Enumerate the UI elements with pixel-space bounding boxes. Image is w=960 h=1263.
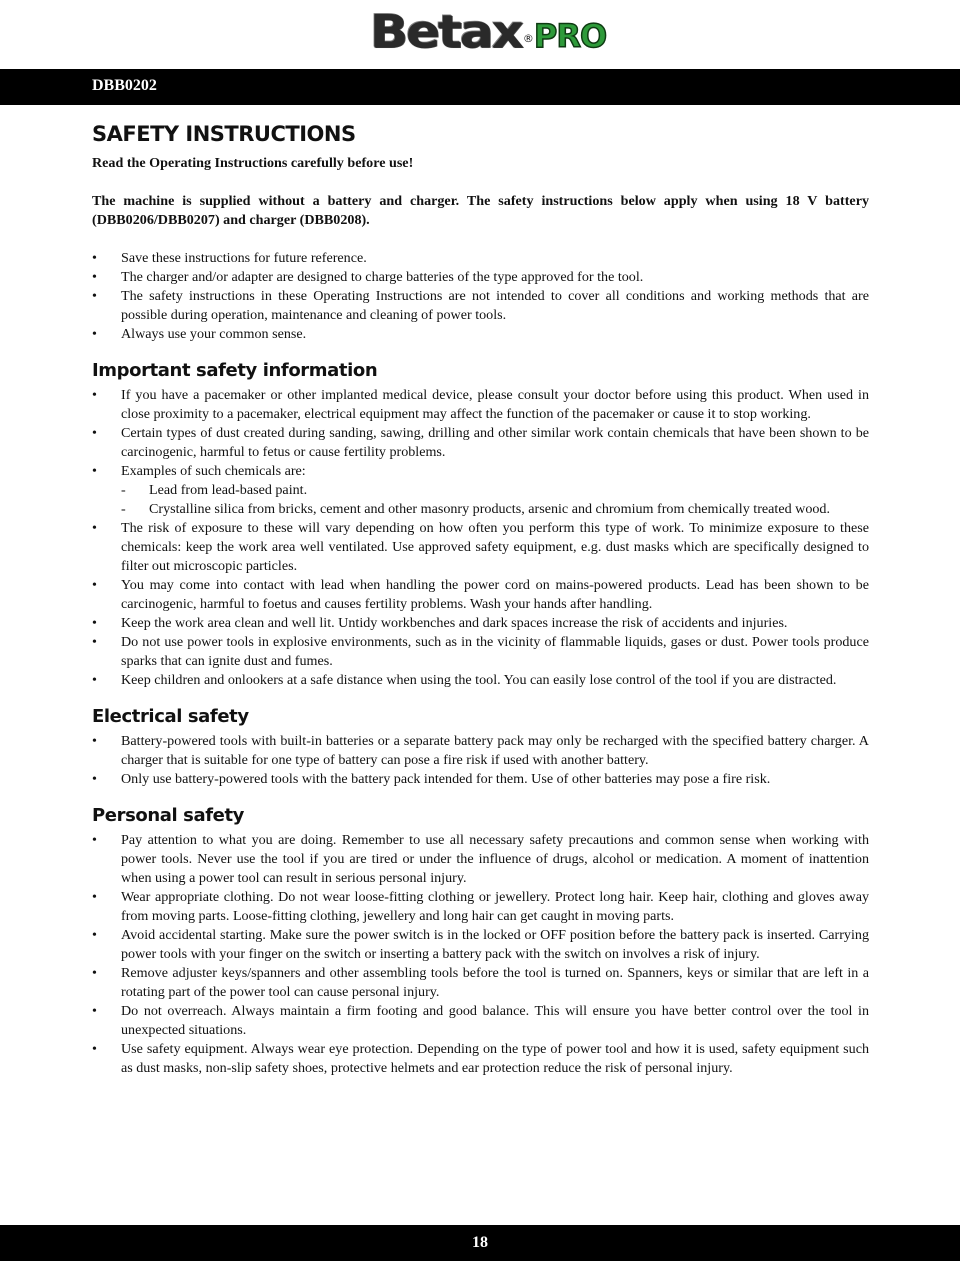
list-item [92, 462, 869, 519]
section-heading-important: Important safety information [92, 360, 378, 381]
logo-pro-text: PRO [533, 17, 607, 55]
list-item: • Save these instructions for future reference. [92, 249, 869, 268]
section-heading-electrical: Electrical safety [92, 706, 249, 727]
list-item: • Wear appropriate clothing. Do not wear loose-fitting clothing or jewellery. Protect long hair. Keep hair, clothing and gloves away from moving parts. Loose-fitting clothing, jewellery and long hair can get caught in moving parts. [92, 888, 869, 926]
list-item: • Remove adjuster keys/spanners and other assembling tools before the tool is turned on. Spanners, keys or similar that are left in a rotating part of the power tool can cause personal injury. [92, 964, 869, 1002]
list-item: • Always use your common sense. [92, 325, 869, 344]
list-item: • The charger and/or adapter are designed to charge batteries of the type approved for the tool. [92, 268, 869, 287]
important-list [92, 386, 869, 690]
sublist-item: - Crystalline silica from bricks, cement and other masonry products, arsenic and chromium from chemically treated wood. [121, 500, 869, 519]
list-item: • The safety instructions in these Operating Instructions are not intended to cover all conditions and working methods that are possible during operation, maintenance and cleaning of power tools. [92, 287, 869, 325]
logo-betax-text: Betax [370, 5, 522, 59]
list-item: • Keep the work area clean and well lit. Untidy workbenches and dark spaces increase the risk of accidents and injuries. [92, 614, 869, 633]
model-number: DBB0202 [92, 77, 157, 94]
intro-notice: Read the Operating Instructions carefully before use! [92, 155, 414, 171]
list-item-text: Examples of such chemicals are: [121, 463, 306, 479]
electrical-list [92, 732, 869, 789]
list-item: • You may come into contact with lead when handling the power cord on mains-powered products. Lead has been shown to be carcinogenic, harmful to foetus and causes fertility problems. Wash your hands after handling. [92, 576, 869, 614]
document-body [92, 118, 869, 1078]
sublist-item: - Lead from lead-based paint. [121, 481, 869, 500]
list-item: • Only use battery-powered tools with the battery pack intended for them. Use of other batteries may pose a fire risk. [92, 770, 869, 789]
general-list [92, 249, 869, 344]
list-item: • The risk of exposure to these will vary depending on how often you perform this type of work. To minimize exposure to these chemicals: keep the work area well ventilated. Use approved safety equipment, e.g. dust masks which are specifically designed to filter out microscopic particles. [92, 519, 869, 576]
supply-notice: The machine is supplied without a battery and charger. The safety instructions below apply when using 18 V battery (DBB0206/DBB0207) and charger (DBB0208). [92, 193, 869, 228]
logo-registered-mark: ® [522, 32, 534, 45]
list-item: • Use safety equipment. Always wear eye protection. Depending on the type of power tool and how it is used, safety equipment such as dust masks, non-slip safety shoes, protective helmets and ear protection reduce the risk of personal injury. [92, 1040, 869, 1078]
list-item: • Keep children and onlookers at a safe distance when using the tool. You can easily lose control of the tool if you are distracted. [92, 671, 869, 690]
list-item: • Battery-powered tools with built-in batteries or a separate battery pack may only be recharged with the specified battery charger. A charger that is suitable for one type of battery can pose a fire risk if used with another battery. [92, 732, 869, 770]
list-item: • If you have a pacemaker or other implanted medical device, please consult your doctor before using this product. When used in close proximity to a pacemaker, electrical equipment may affect the function of the pacemaker or cause it to stop working. [92, 386, 869, 424]
personal-list [92, 831, 869, 1078]
section-heading-personal: Personal safety [92, 805, 244, 826]
footer-bar [0, 1225, 960, 1261]
list-item: • Pay attention to what you are doing. Remember to use all necessary safety precautions and common sense when working with power tools. Never use the tool if you are tired or under the influence of drugs, alcohol or medication. A moment of inattention when using a power tool can result in serious personal injury. [92, 831, 869, 888]
page-number: 18 [472, 1234, 488, 1251]
list-item: • Certain types of dust created during sanding, sawing, drilling and other similar work contain chemicals that have been shown to be carcinogenic, harmful to fetus or cause fertility problems. [92, 424, 869, 462]
chemicals-sublist [121, 481, 869, 519]
list-item: • Avoid accidental starting. Make sure the power switch is in the locked or OFF position before the battery pack is inserted. Carrying power tools with your finger on the switch or inserting a battery pack with the switch on involves a risk of injury. [92, 926, 869, 964]
brand-logo [370, 2, 606, 62]
page-title: SAFETY INSTRUCTIONS [92, 122, 356, 146]
list-item: • Do not use power tools in explosive environments, such as in the vicinity of flammable liquids, gases or dust. Power tools produce sparks that can ignite dust and fumes. [92, 633, 869, 671]
list-item: • Do not overreach. Always maintain a firm footing and good balance. This will ensure you have better control over the tool in unexpected situations. [92, 1002, 869, 1040]
header-bar [0, 69, 960, 105]
